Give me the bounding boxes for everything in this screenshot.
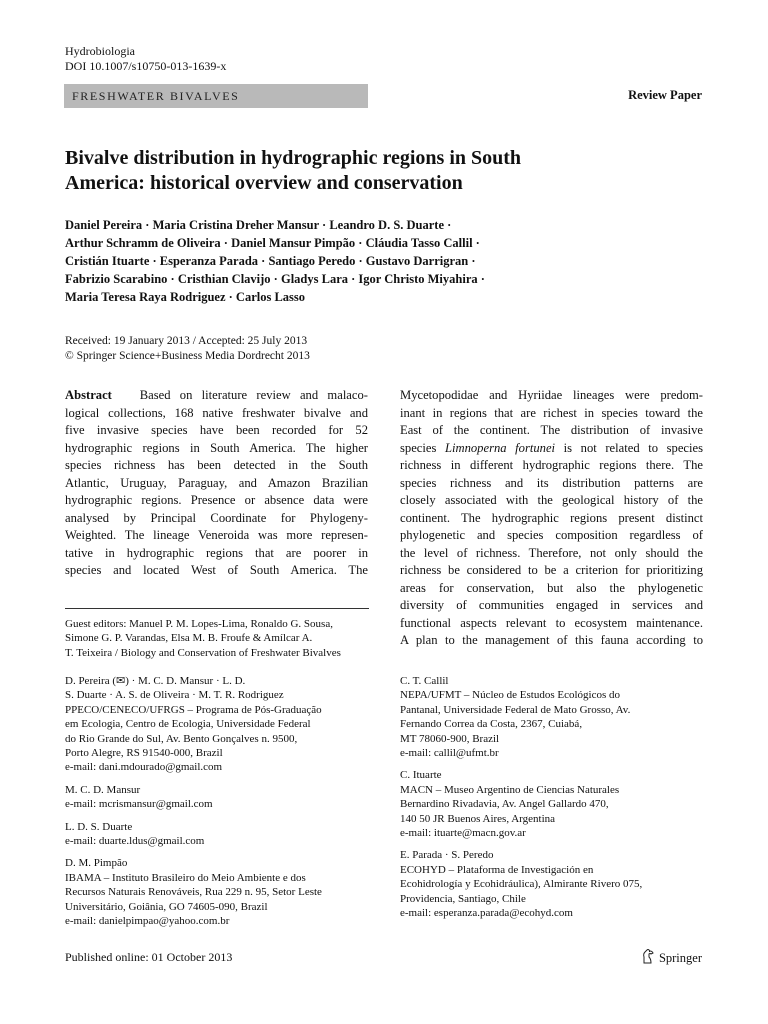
affiliation-block [400,848,710,920]
abstract-line: diversity of communities engaged in services and [400,598,703,612]
affiliation-line: NEPA/UFMT – Núcleo de Estudos Ecológicos do [400,689,620,702]
abstract-line [65,387,368,405]
affiliation-line: e-mail: esperanza.parada@ecohyd.com [400,907,573,920]
abstract-text: is not related to species [563,440,703,455]
affiliation-line: ECOHYD – Plataforma de Investigación en [400,863,594,876]
affiliation-line: M. C. D. Mansur [65,783,141,796]
abstract-line: hydrographic regions. Presence or absence data were [65,493,368,507]
affiliation-line: E. Parada · S. Peredo [400,849,494,862]
affiliation-line: IBAMA – Instituto Brasileiro do Meio Ambiente e dos [65,871,306,884]
copyright: © Springer Science+Business Media Dordrecht 2013 [65,350,310,362]
affiliation-line: Pantanal, Universidade Federal de Mato Grosso, Av. [400,703,631,716]
affiliation-line: PPECO/CENECO/UFRGS – Programa de Pós-Graduação [65,703,322,716]
affiliation-line: C. Ituarte [400,769,442,782]
affiliation-line: e-mail: danielpimpao@yahoo.com.br [65,915,230,928]
article-title [65,146,645,196]
affiliation-line: Ecohidrología y Ecohidráulica), Almirante Rivero 075, [400,878,643,891]
affiliation-block [65,783,375,812]
abstract-text: Based on literature review and malaco- [139,388,368,402]
abstract-line: tative in hydrographic regions that are poorer in [65,545,368,560]
guest-editors-note [65,617,375,660]
affiliation-line: e-mail: dani.mdourado@gmail.com [65,761,223,774]
affiliation-line: em Ecologia, Centro de Ecologia, Universidade Federal [65,718,311,731]
author-line: Cristián Ituarte · Esperanza Parada · Santiago Peredo · Gustavo Darrigran · [65,254,476,268]
affiliation-line: Fernando Correa da Costa, 2367, Cuiabá, [400,718,583,731]
affiliation-line: L. D. S. Duarte [65,820,133,833]
author-line: Maria Teresa Raya Rodriguez · Carlos Lasso [65,290,306,304]
affiliation-line: D. M. Pimpão [65,857,128,870]
abstract-line: areas for conservation, but also the phylogenetic [400,580,703,595]
affiliation-line: e-mail: ituarte@macn.gov.ar [400,827,526,840]
affiliation-line: D. Pereira (✉) · M. C. D. Mansur · L. D. [65,675,246,687]
published-online: Published online: 01 October 2013 [65,950,233,964]
abstract-line: inant in regions that are richest in species toward the [400,405,703,420]
affiliation-line: Bernardino Rivadavia, Av. Angel Gallardo 470, [400,798,609,811]
affiliation-line: do Rio Grande do Sul, Av. Bento Gonçalves n. 9500, [65,732,298,745]
abstract-heading: Abstract [65,388,112,402]
footnote-line: Simone G. P. Varandas, Elsa M. B. Froufe & Amílcar A. [65,632,313,645]
affiliation-line: 140 50 JR Buenos Aires, Argentina [400,812,556,825]
affiliation-line: Porto Alegre, RS 91540-000, Brazil [65,747,223,760]
affiliation-line: MT 78060-900, Brazil [400,732,500,745]
abstract-line: continent. The hydrographic regions present distinct [400,510,703,525]
journal-name: Hydrobiologia [65,44,135,58]
author-line: Fabrizio Scarabino · Cristhian Clavijo · Gladys Lara · Igor Christo Miyahira · [65,272,485,286]
affiliation-line: Universitário, Goiânia, GO 74605-090, Brazil [65,900,268,913]
article-type: Review Paper [628,88,702,102]
abstract-line: species richness and its distribution patterns are [400,475,703,490]
abstract-line: hydrographic regions in South America. The higher [65,440,368,455]
author-line: Daniel Pereira · Maria Cristina Dreher Mansur · Leandro D. S. Duarte · [65,218,452,232]
abstract-line: species and located West of South America. The [65,563,368,577]
affiliation-block [65,820,375,849]
abstract-left-column [65,387,368,580]
affiliation-line: C. T. Callil [400,675,449,687]
footnote-line: Guest editors: Manuel P. M. Lopes-Lima, Ronaldo G. Sousa, [65,618,333,630]
affiliations-left [65,674,375,929]
abstract-line: A plan to the management of this fauna according to [400,633,703,647]
springer-horse-icon [641,948,655,968]
abstract-line: richness be considered to be a criterion for prioritizing [400,563,703,577]
abstract-line: analysed by Principal Coordinate for Phylogeny- [65,510,368,525]
doi: DOI 10.1007/s10750-013-1639-x [65,59,227,73]
abstract-line: species richness has been detected in the South [65,458,368,472]
author-line: Arthur Schramm de Oliveira · Daniel Mansur Pimpão · Cláudia Tasso Callil · [65,236,480,250]
species-name: Limnoperna fortunei [444,440,556,455]
abstract-line: East of the continent. The distribution of invasive [400,423,703,437]
affiliation-block [65,856,375,928]
abstract-line: five invasive species have been recorded for 52 [65,423,368,437]
abstract-line: functional aspects relevant to ecosystem maintenance. [400,615,703,630]
abstract-text: species [400,440,437,455]
publisher-logo [641,948,702,968]
author-list [65,216,715,306]
footnote-line: T. Teixeira / Biology and Conservation of Freshwater Bivalves [65,646,341,659]
affiliation-line: Recursos Naturais Renováveis, Rua 229 n. 95, Setor Leste [65,886,322,899]
title-line: Bivalve distribution in hydrographic regions in South [65,147,522,169]
abstract-line: Mycetopodidae and Hyriidae lineages were predom- [400,388,703,402]
affiliation-block [400,674,710,760]
abstract-right-column [400,387,703,650]
affiliation-line: Providencia, Santiago, Chile [400,892,526,905]
abstract-line: richness in different hydrographic regions there. The [400,458,703,472]
affiliation-line: S. Duarte · A. S. de Oliveira · M. T. R. Rodriguez [65,689,284,702]
abstract-line: the level of richness. Therefore, not only should the [400,545,703,560]
abstract-line: Atlantic, Uruguay, Paraguay, and Amazon Brazilian [65,475,368,490]
received-date: Received: 19 January 2013 / Accepted: 25 July 2013 [65,335,308,347]
affiliations-right [400,674,710,921]
abstract-line: logical collections, 168 native freshwater bivalve and [65,405,368,420]
abstract-line: Weighted. The lineage Veneroida was more represen- [65,528,368,542]
article-dates [65,334,310,364]
footnote-divider [65,608,369,609]
affiliation-block [400,768,710,840]
section-banner: FRESHWATER BIVALVES [64,84,368,108]
affiliation-line: e-mail: callil@ufmt.br [400,747,499,760]
title-line: America: historical overview and conservation [65,172,463,194]
affiliation-line: e-mail: duarte.ldus@gmail.com [65,835,205,848]
affiliation-block [65,674,375,775]
abstract-line: closely associated with the geological history of the [400,493,703,507]
affiliation-line: MACN – Museo Argentino de Ciencias Naturales [400,783,620,796]
abstract-line: phylogenetic and species composition regardless of [400,528,703,542]
publisher-name: Springer [658,950,702,965]
affiliation-line: e-mail: mcrismansur@gmail.com [65,798,213,811]
abstract-line [400,440,703,458]
